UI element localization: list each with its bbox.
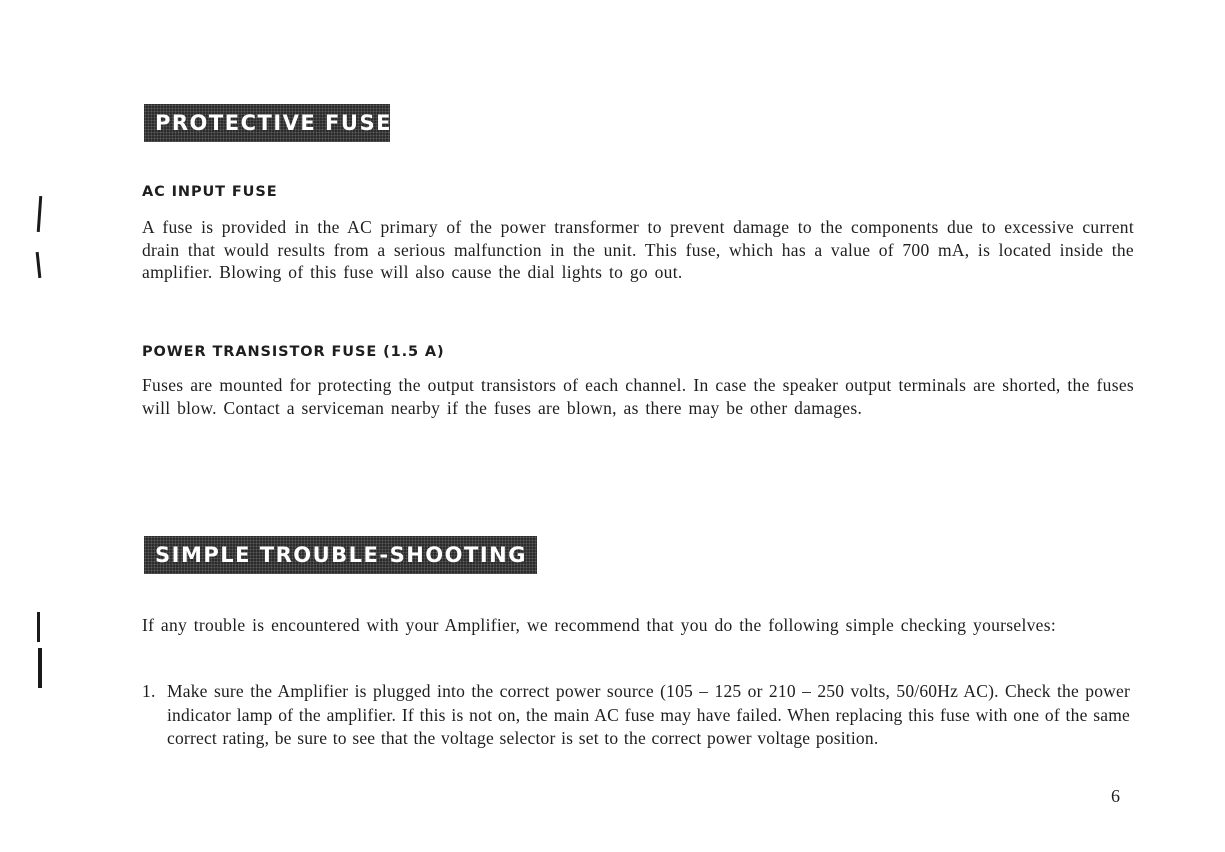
page-number: 6: [1111, 786, 1120, 806]
binding-mark: [36, 252, 42, 278]
ac-input-fuse-heading: AC INPUT FUSE: [142, 184, 278, 200]
list-item-text: Make sure the Amplifier is plugged into the correct power source (105 – 125 or 210 – 250 volts, 50/60Hz AC). Check the power indicator lamp of the amplifier. If this is not on, the main AC fuse may have failed. When replacing this fuse with one of the same correct rating, be sure to see that the voltage selector is set to the correct power voltage position.: [167, 681, 1130, 748]
list-item-number: 1.: [142, 681, 156, 701]
ac-input-fuse-paragraph: A fuse is provided in the AC primary of the power transformer to prevent damage to the components due to excessive current drain that would results from a serious malfunction in the unit. This fuse, which has a value of 700 mA, is located inside the amplifier. Blowing of this fuse will also cause the dial lights to go out.: [142, 217, 1134, 283]
section-banner-trouble-shooting: SIMPLE TROUBLE-SHOOTING: [144, 536, 537, 574]
power-transistor-fuse-paragraph: Fuses are mounted for protecting the output transistors of each channel. In case the speaker output terminals are shorted, the fuses will blow. Contact a serviceman nearby if the fuses are blown, as there may be other damages.: [142, 375, 1134, 418]
binding-mark: [37, 196, 43, 232]
trouble-shooting-intro: If any trouble is encountered with your Amplifier, we recommend that you do the following simple checking yourselves:: [142, 615, 1057, 635]
power-transistor-fuse-heading: POWER TRANSISTOR FUSE (1.5 A): [142, 344, 445, 360]
binding-mark: [37, 612, 40, 642]
section-banner-protective-fuse: PROTECTIVE FUSE: [144, 104, 390, 142]
binding-mark: [38, 648, 42, 688]
trouble-shooting-list: [142, 680, 1130, 751]
list-item: [142, 680, 1130, 751]
